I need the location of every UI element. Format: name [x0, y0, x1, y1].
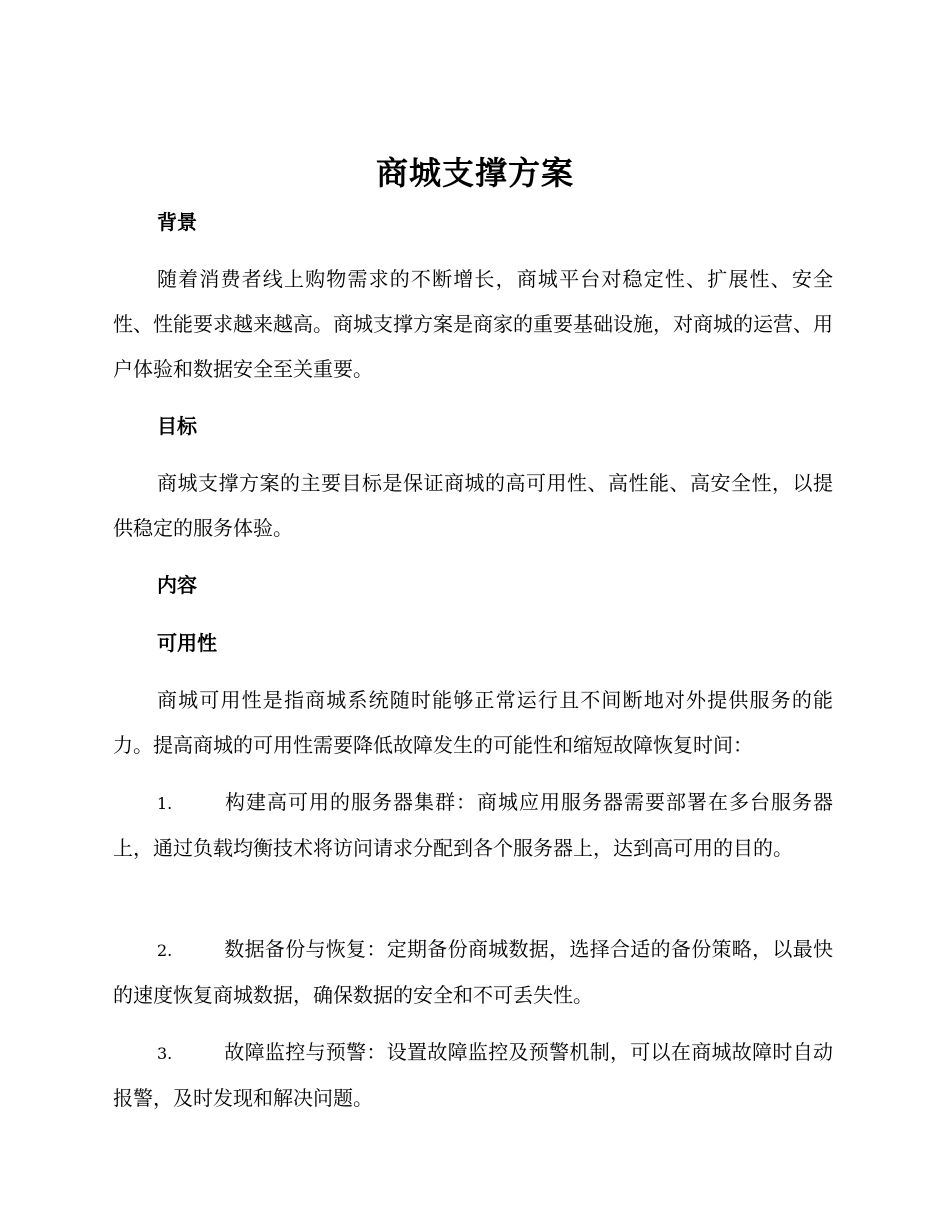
list-item-number: 2. [157, 941, 173, 960]
document-title: 商城支撑方案 [375, 154, 574, 192]
list-item-number: 1. [157, 794, 173, 813]
list-item [113, 927, 833, 1018]
list-item-text: 故障监控与预警：设置故障监控及预警机制，可以在商城故障时自动报警，及时发现和解决问题。 [113, 1040, 833, 1110]
list-item [113, 780, 833, 871]
paragraph-goal: 商城支撑方案的主要目标是保证商城的高可用性、高性能、高安全性，以提供稳定的服务体验。 [113, 471, 833, 540]
list-item-text: 数据备份与恢复：定期备份商城数据，选择合适的备份策略，以最快的速度恢复商城数据，确保数据的安全和不可丢失性。 [113, 937, 833, 1007]
section-heading-background: 背景 [157, 210, 197, 234]
list-item-number: 3. [157, 1044, 173, 1063]
section-heading-content: 内容 [157, 573, 197, 597]
section-heading-goal: 目标 [157, 414, 197, 438]
list-item [113, 1030, 833, 1121]
section-heading-availability: 可用性 [157, 631, 217, 655]
paragraph-background: 随着消费者线上购物需求的不断增长，商城平台对稳定性、扩展性、安全性、性能要求越来越高。商城支撑方案是商家的重要基础设施，对商城的运营、用户体验和数据安全至关重要。 [113, 267, 833, 381]
list-item-text: 构建高可用的服务器集群：商城应用服务器需要部署在多台服务器上，通过负载均衡技术将访问请求分配到各个服务器上，达到高可用的目的。 [113, 790, 833, 860]
paragraph-availability: 商城可用性是指商城系统随时能够正常运行且不间断地对外提供服务的能力。提高商城的可用性需要降低故障发生的可能性和缩短故障恢复时间： [113, 688, 833, 757]
